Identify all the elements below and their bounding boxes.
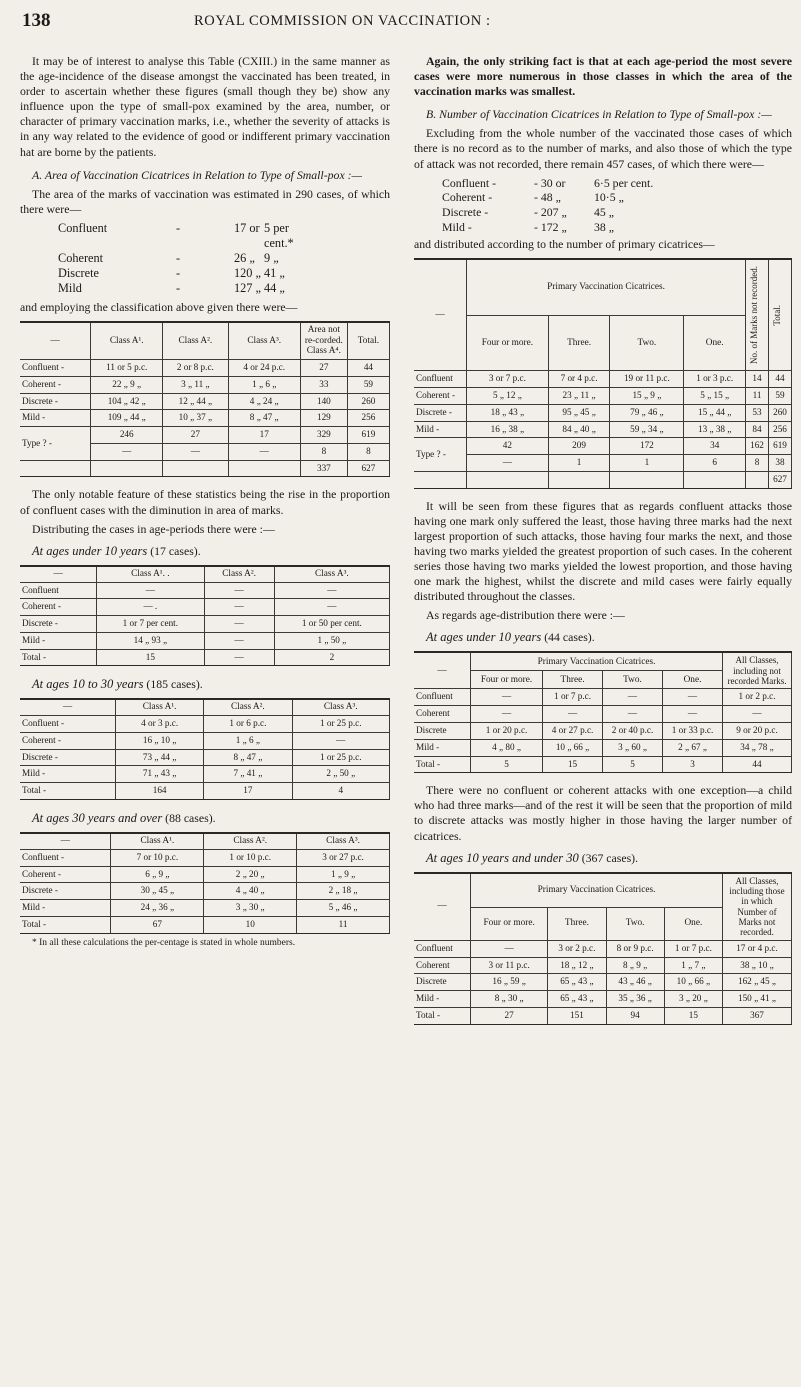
page-number: 138 <box>22 10 51 31</box>
paragraph: It may be of interest to analyse this Table (CXIII.) in the same manner as the age-incidence of the disease amongst the vaccinated has been treated, in order to ascertain whether these figures (small though they be) show any influence upon the type of small-pox examined by the area, number, or character of primary vaccination marks, i.e., whether the severity of attacks is in any way related to the evidence of good or indifferent primary vaccination hat are borne by the patients. <box>20 54 390 159</box>
paragraph: The area of the marks of vaccination was estimated in 290 cases, of which there were— <box>20 186 390 216</box>
table-row: Coherent - 5 „ 12 „ 23 „ 11 „ 15 „ 9 „ 5 „ 15 „ 11 59 <box>414 388 792 405</box>
table-row: Confluent - 4 or 3 p.c. 1 or 6 p.c. 1 or 25 p.c. <box>20 716 390 733</box>
left-column <box>20 54 390 949</box>
table-row: Mild - 71 „ 43 „ 7 „ 41 „ 2 „ 50 „ <box>20 766 390 783</box>
table-row: Confluent — 1 or 7 p.c. — — 1 or 2 p.c. <box>414 689 792 706</box>
table-row: Type ? - 42 209 172 34 162 619 <box>414 438 792 455</box>
paragraph: Excluding from the whole number of the vaccinated those cases of which there is no record as to the number of marks, and also those of which the type of attack was not recorded, there remain 457 cases, of which there were— <box>414 126 792 171</box>
area-class-table: — Class A¹. Class A². Class A³. Area not re-corded. Class A⁴. Total. Confluent - 11 or 5 p.c. 2 or 8 p.c. 4 or 24 p.c. 27 44 Coherent - 22 „ 9 „ 3 „ 11 „ 1 „ 6 „ 33 59 Discrete - 104 „ 42 „ 12 „ 44 „ 4 „ 24 „ 140 260 Mild - 109 „ 44 „ 10 „ 37 „ 8 „ 47 „ 129 256 Type ? - 246 27 17 329 619 — — — 8 8 337 627 <box>20 321 390 477</box>
table-row: Total - 5 15 5 3 44 <box>414 756 792 773</box>
table-row: Confluent — — — <box>20 582 390 599</box>
cicatrices-age-10-to-30: — Primary Vaccination Cicatrices. All Classes, including those in which Number of Marks not recorded. Four or more. Three. Two. One. Confluent — 3 or 2 p.c. 8 or 9 p.c. 1 or 7 p.c. 17 or 4 p.c. Coherent 3 or 11 p.c. 18 „ 12 „ 8 „ 9 „ 1 „ 7 „ 38 „ 10 „ Discrete 16 „ 59 „ 65 „ 43 „ 43 „ 46 „ 10 „ 66 „ 162 „ 45 „ Mild - 8 „ 30 „ 65 „ 43 „ 35 „ 36 „ 3 „ 20 „ 150 „ 41 „ Total - 27 151 94 15 367 <box>414 872 792 1025</box>
table-row: Confluent - 11 or 5 p.c. 2 or 8 p.c. 4 or 24 p.c. 27 44 <box>20 360 390 377</box>
table-row: 627 <box>414 471 792 488</box>
table-row: Coherent - 16 „ 10 „ 1 „ 6 „ — <box>20 732 390 749</box>
age-caption: At ages under 10 years (17 cases). <box>32 543 201 558</box>
table-row: Type ? - 246 27 17 329 619 <box>20 427 390 444</box>
right-column <box>414 54 792 1035</box>
cicatrices-age-under-10: — Primary Vaccination Cicatrices. All Classes, including not recorded Marks. Four or more. Three. Two. One. Confluent — 1 or 7 p.c. — — 1 or 2 p.c. Coherent — — — — — Discrete 1 or 20 p.c. 4 or 27 p.c. 2 or 40 p.c. 1 or 33 p.c. 9 or 20 p.c. Mild - 4 „ 80 „ 10 „ 66 „ 3 „ 60 „ 2 „ 67 „ 34 „ 78 „ Total - 5 15 5 3 44 <box>414 651 792 773</box>
table-row: Total - 67 10 11 <box>20 916 390 933</box>
age-caption: At ages 10 years and under 30 (367 cases). <box>426 850 639 865</box>
table-row: Discrete 16 „ 59 „ 65 „ 43 „ 43 „ 46 „ 10 „ 66 „ 162 „ 45 „ <box>414 974 792 991</box>
table-row: Discrete 1 or 20 p.c. 4 or 27 p.c. 2 or 40 p.c. 1 or 33 p.c. 9 or 20 p.c. <box>414 723 792 740</box>
age-table-under-10: — Class A¹. . Class A². Class A³. Confluent — — — Coherent - — . — — Discrete - 1 or 7 per cent. — 1 or 50 per cent. Mild - 14 „ 93 „ — 1 „ 50 „ Total - 15 — 2 <box>20 565 390 667</box>
table-row: — — — 8 8 <box>20 443 390 460</box>
paragraph: There were no confluent or coherent attacks with one exception—a child who had three marks—and of the rest it will be seen that the proportion of mild to discrete attacks was mostly higher in those having the larger number of cicatrices. <box>414 783 792 843</box>
paragraph: Again, the only striking fact is that at each age-period the most severe cases were more numerous in those classes in which the area of the vaccination marks was smallest. <box>414 54 792 99</box>
table-row: — 1 1 6 8 38 <box>414 455 792 472</box>
table-row: Discrete - 73 „ 44 „ 8 „ 47 „ 1 or 25 p.c. <box>20 749 390 766</box>
age-caption: At ages 10 to 30 years (185 cases). <box>32 677 203 692</box>
table-row: Total - 15 — 2 <box>20 649 390 666</box>
table-row: Confluent — 3 or 2 p.c. 8 or 9 p.c. 1 or 7 p.c. 17 or 4 p.c. <box>414 940 792 957</box>
table-row: Total - 164 17 4 <box>20 783 390 800</box>
paragraph: and employing the classification above given there were— <box>20 299 298 314</box>
type-list-a: Confluent - 17 or 5 per cent.* Coherent - 26 „ 9 „ Discrete - 120 „ 41 „ Mild - 127 „ 44 „ <box>58 220 294 295</box>
table-row: Coherent - 6 „ 9 „ 2 „ 20 „ 1 „ 9 „ <box>20 866 390 883</box>
cicatrices-table: — Primary Vaccination Cicatrices. No. of Marks not recorded. Total. Four or more. Three. Two. One. Confluent 3 or 7 p.c. 7 or 4 p.c. 19 or 11 p.c. 1 or 3 p.c. 14 44 Coherent - 5 „ 12 „ 23 „ 11 „ 15 „ 9 „ 5 „ 15 „ 11 59 Discrete - 18 „ 43 „ 95 „ 45 „ 79 „ 46 „ 15 „ 44 „ 53 260 Mild - 16 „ 38 „ 84 „ 40 „ 59 „ 34 „ 13 „ 38 „ 84 256 Type ? - 42 209 172 34 162 619 — 1 1 6 8 38 627 <box>414 258 792 488</box>
paragraph: It will be seen from these figures that as regards confluent attacks those having one mark only suffered the least, those having three marks had the next largest proportion of such attacks, those having four marks the next, and those having two marks yielded the greatest proportion of such cases. In the coherent series those having two marks yielded the lowest proportion, and those having one mark the highest, whilst the discrete and mild cases were fairly equally distributed throughout the classes. <box>414 498 792 604</box>
table-row: Mild - 14 „ 93 „ — 1 „ 50 „ <box>20 632 390 649</box>
table-row: Discrete - 1 or 7 per cent. — 1 or 50 per cent. <box>20 616 390 633</box>
table-row: Mild - 8 „ 30 „ 65 „ 43 „ 35 „ 36 „ 3 „ 20 „ 150 „ 41 „ <box>414 991 792 1008</box>
table-row: Confluent 3 or 7 p.c. 7 or 4 p.c. 19 or 11 p.c. 1 or 3 p.c. 14 44 <box>414 371 792 388</box>
running-head: ROYAL COMMISSION ON VACCINATION : <box>194 13 491 29</box>
table-row: Coherent 3 or 11 p.c. 18 „ 12 „ 8 „ 9 „ 1 „ 7 „ 38 „ 10 „ <box>414 957 792 974</box>
table-row: Confluent - 7 or 10 p.c. 1 or 10 p.c. 3 or 27 p.c. <box>20 849 390 866</box>
section-heading-b: B. Number of Vaccination Cicatrices in Relation to Type of Small-pox :— <box>426 107 772 122</box>
table-row: 337 627 <box>20 460 390 477</box>
table-row: Coherent - 22 „ 9 „ 3 „ 11 „ 1 „ 6 „ 33 59 <box>20 376 390 393</box>
table-row: Coherent — — — — — <box>414 706 792 723</box>
table-row: Discrete - 104 „ 42 „ 12 „ 44 „ 4 „ 24 „ 140 260 <box>20 393 390 410</box>
paragraph: The only notable feature of these statistics being the rise in the proportion of confluent cases with the diminution in area of marks. <box>20 487 390 517</box>
page-header <box>22 10 779 40</box>
age-caption: At ages 30 years and over (88 cases). <box>32 810 216 825</box>
table-row: Discrete - 30 „ 45 „ 4 „ 40 „ 2 „ 18 „ <box>20 883 390 900</box>
section-heading-a: A. Area of Vaccination Cicatrices in Relation to Type of Small-pox :— <box>32 167 363 182</box>
table-row: Mild - 24 „ 36 „ 3 „ 30 „ 5 „ 46 „ <box>20 900 390 917</box>
table-row: Total - 27 151 94 15 367 <box>414 1007 792 1024</box>
table-row: Mild - 109 „ 44 „ 10 „ 37 „ 8 „ 47 „ 129 256 <box>20 410 390 427</box>
age-caption: At ages under 10 years (44 cases). <box>426 630 595 645</box>
type-list-b: Confluent - - 30 or 6·5 per cent. Coherent - - 48 „ 10·5 „ Discrete - - 207 „ 45 „ Mild - - 172 „ 38 „ <box>442 175 654 234</box>
table-row: Mild - 16 „ 38 „ 84 „ 40 „ 59 „ 34 „ 13 „ 38 „ 84 256 <box>414 421 792 438</box>
footnote: * In all these calculations the per-centage is stated in whole numbers. <box>32 937 296 948</box>
table-row: Discrete - 18 „ 43 „ 95 „ 45 „ 79 „ 46 „ 15 „ 44 „ 53 260 <box>414 404 792 421</box>
age-table-30-and-over: — Class A¹. Class A². Class A³. Confluent - 7 or 10 p.c. 1 or 10 p.c. 3 or 27 p.c. Coherent - 6 „ 9 „ 2 „ 20 „ 1 „ 9 „ Discrete - 30 „ 45 „ 4 „ 40 „ 2 „ 18 „ Mild - 24 „ 36 „ 3 „ 30 „ 5 „ 46 „ Total - 67 10 11 <box>20 832 390 934</box>
table-row: Coherent - — . — — <box>20 599 390 616</box>
paragraph: and distributed according to the number of primary cicatrices— <box>414 237 715 252</box>
age-table-10-to-30: — Class A¹. Class A². Class A³. Confluent - 4 or 3 p.c. 1 or 6 p.c. 1 or 25 p.c. Coherent - 16 „ 10 „ 1 „ 6 „ — Discrete - 73 „ 44 „ 8 „ 47 „ 1 or 25 p.c. Mild - 71 „ 43 „ 7 „ 41 „ 2 „ 50 „ Total - 164 17 4 <box>20 698 390 800</box>
table-row: Mild - 4 „ 80 „ 10 „ 66 „ 3 „ 60 „ 2 „ 67 „ 34 „ 78 „ <box>414 739 792 756</box>
paragraph: As regards age-distribution there were :— <box>426 608 625 623</box>
paragraph: Distributing the cases in age-periods there were :— <box>32 521 275 536</box>
